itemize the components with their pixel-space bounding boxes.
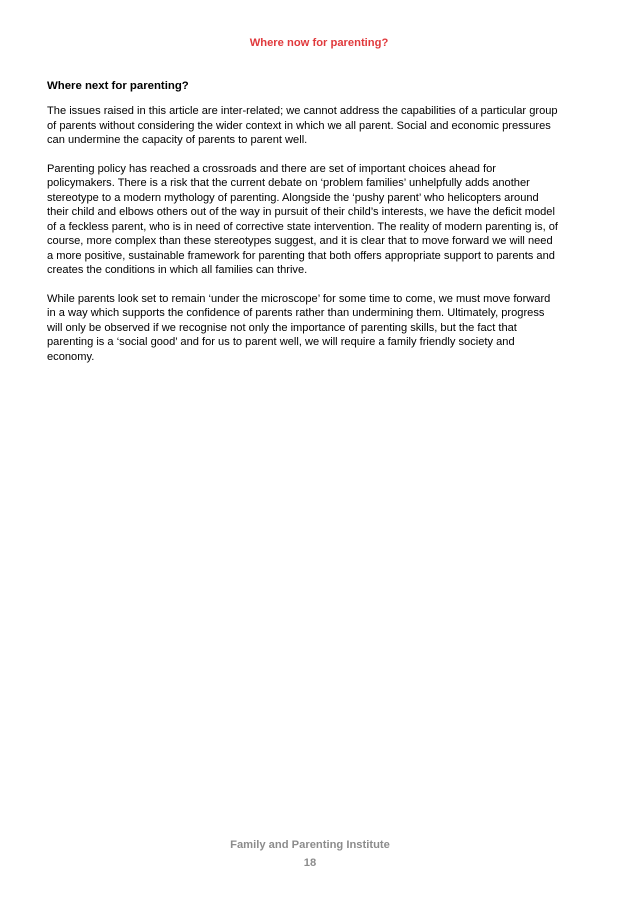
- page-footer: [0, 836, 638, 872]
- section-heading: Where next for parenting?: [47, 80, 189, 92]
- running-header: [0, 37, 638, 49]
- footer-organization: Family and Parenting Institute: [230, 839, 390, 851]
- paragraph-1: The issues raised in this article are inter-related; we cannot address the capabilities of a particular group of parents without considering the wider context in which we all parent. Social and economic pressures can undermine the capacity of parents to parent well.: [47, 105, 558, 146]
- article-body: [47, 79, 597, 378]
- page-number: 18: [303, 857, 317, 869]
- paragraph-2: Parenting policy has reached a crossroads and there are set of important choices ahead for policymakers. There is a risk that the current debate on ‘problem families’ unhelpfully adds another stereotype to a modern mythology of parenting. Alongside the ‘pushy parent’ who helicopters around their child and elbows others out of the way in pursuit of their child’s interests, we have the deficit model of a feckless parent, who is in need of corrective state intervention. The reality of modern parenting is, of course, more complex than these stereotypes suggest, and it is clear that to move forward we will need a more positive, sustainable framework for parenting that both offers appropriate support to parents and creates the conditions in which all families can thrive.: [47, 162, 558, 276]
- paragraph-3: While parents look set to remain ‘under the microscope’ for some time to come, we must move forward in a way which supports the confidence of parents rather than undermining them. Ultimately, progress will only be observed if we recognise not only the importance of parenting skills, but the fact that parenting is a ‘social good’ and for us to parent well, we will require a family friendly society and economy.: [47, 292, 551, 363]
- running-header-title: Where now for parenting?: [249, 37, 389, 49]
